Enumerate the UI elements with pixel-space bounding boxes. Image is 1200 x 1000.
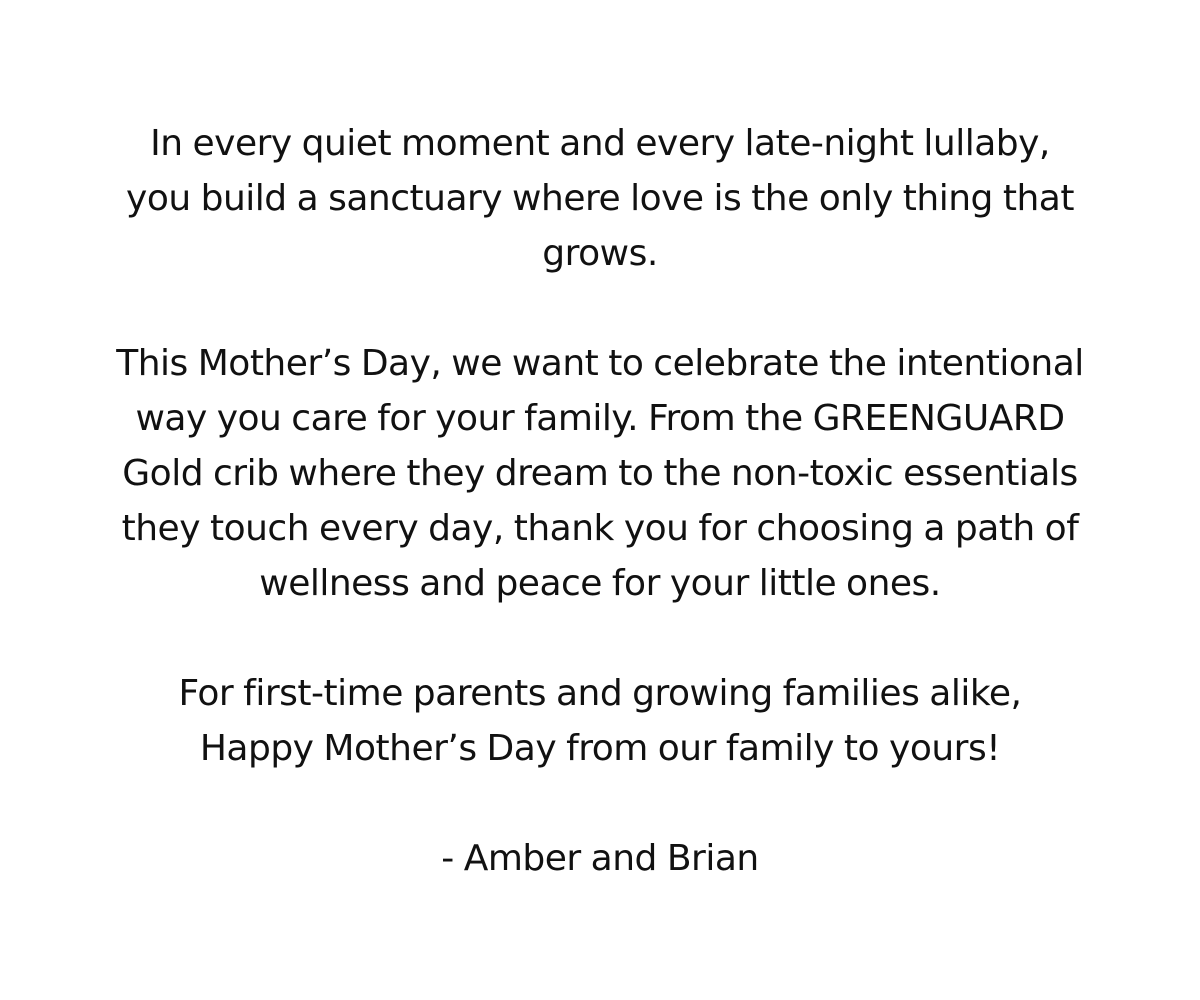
celebration-line-2: way you care for your family. From the GREENGUARD	[135, 398, 1065, 439]
greeting-paragraph	[100, 666, 1100, 776]
signature: - Amber and Brian	[441, 838, 759, 879]
greeting-line-1: For first-time parents and growing families alike,	[178, 673, 1022, 714]
celebration-line-3: Gold crib where they dream to the non-toxic essentials	[122, 453, 1078, 494]
celebration-paragraph	[100, 336, 1100, 611]
greeting-line-2: Happy Mother’s Day from our family to yours!	[199, 728, 1001, 769]
celebration-line-5: wellness and peace for your little ones.	[259, 563, 941, 604]
celebration-line-1: This Mother’s Day, we want to celebrate the intentional	[116, 343, 1084, 384]
mothers-day-letter	[100, 116, 1100, 886]
intro-paragraph	[100, 116, 1100, 281]
celebration-line-4: they touch every day, thank you for choosing a path of	[121, 508, 1079, 549]
intro-line-1: In every quiet moment and every late-night lullaby,	[150, 123, 1050, 164]
intro-line-3: grows.	[542, 233, 658, 274]
intro-line-2: you build a sanctuary where love is the only thing that	[126, 178, 1074, 219]
